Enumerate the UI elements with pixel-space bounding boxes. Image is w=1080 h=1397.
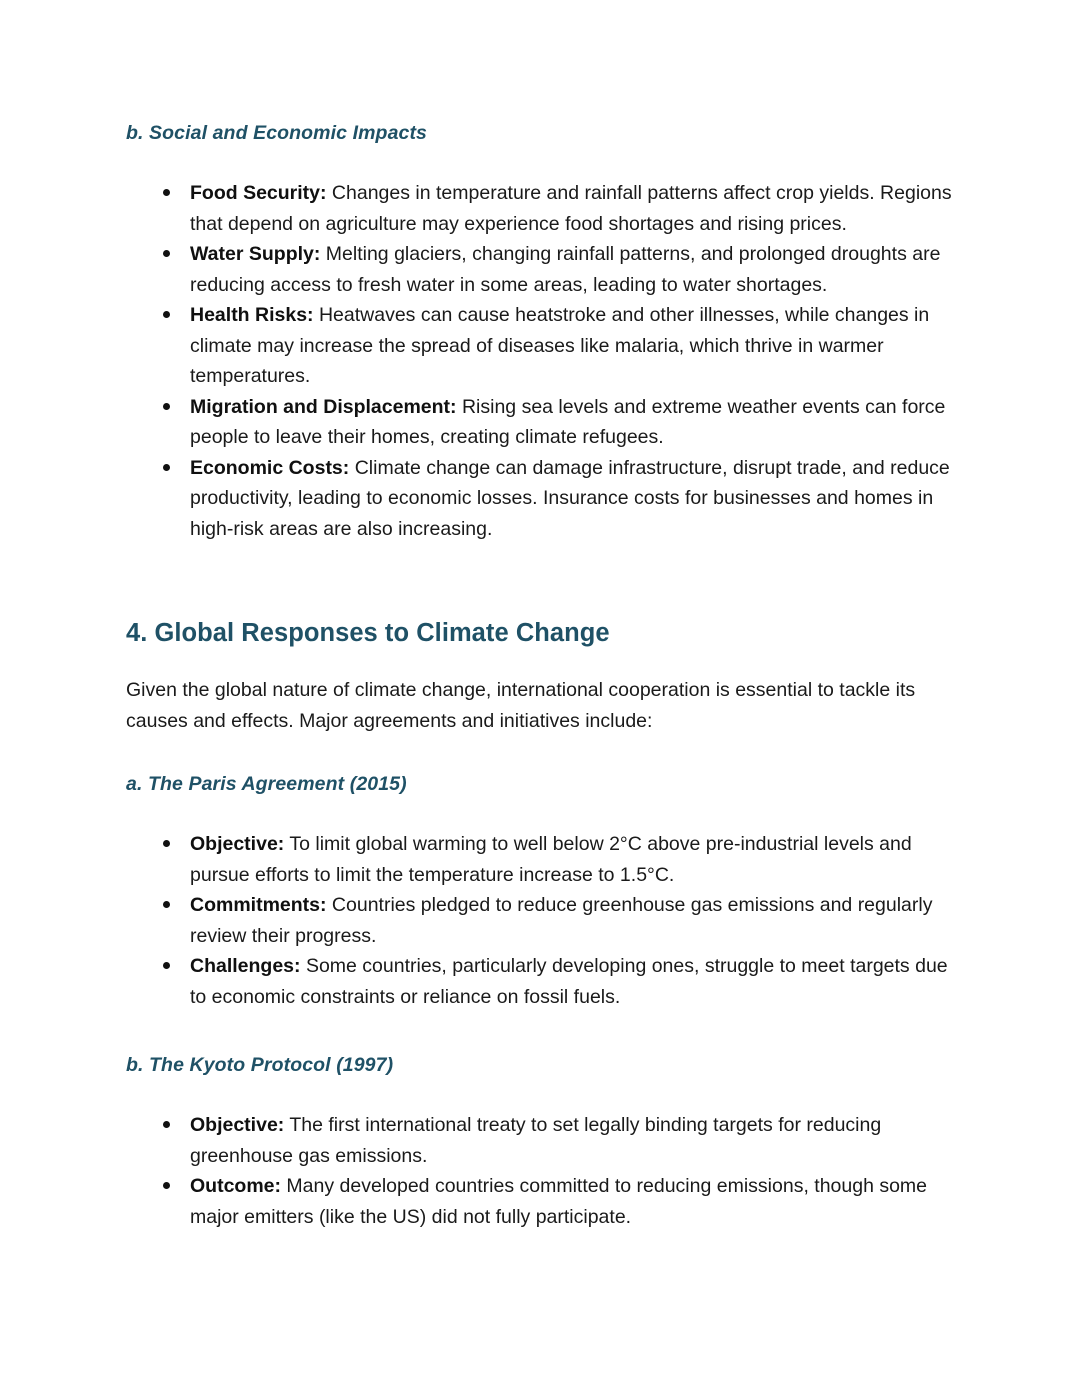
list-item-lead: Commitments:: [190, 894, 327, 916]
subheading-paris-agreement: a. The Paris Agreement (2015): [126, 773, 407, 795]
list-item: [126, 239, 964, 300]
spacer: [126, 1080, 964, 1110]
spacer: [126, 544, 964, 616]
list-item-lead: Outcome:: [190, 1175, 282, 1197]
subheading-kyoto-protocol: b. The Kyoto Protocol (1997): [126, 1054, 394, 1076]
paragraph-global-responses-intro: Given the global nature of climate change, international cooperation is essential to tackle its causes and effects. Major agreements and initiatives include:: [126, 679, 916, 732]
list-item-lead: Challenges:: [190, 955, 301, 977]
list-item-lead: Food Security:: [190, 182, 327, 204]
bullet-dot-icon: [163, 464, 170, 471]
bullet-dot-icon: [163, 311, 170, 318]
spacer: [126, 1012, 964, 1050]
bullet-dot-icon: [163, 840, 170, 847]
list-item: [126, 392, 964, 453]
spacer: [126, 650, 964, 675]
list-item-text: The first international treaty to set legally binding targets for reducing greenhouse gas emissions.: [190, 1114, 882, 1167]
bullet-dot-icon: [163, 403, 170, 410]
list-item: [126, 453, 964, 545]
list-item-text: Many developed countries committed to reducing emissions, though some major emitters (like the US) did not fully participate.: [190, 1175, 928, 1228]
list-item: [126, 178, 964, 239]
list-item: [126, 829, 964, 890]
bullet-dot-icon: [163, 1121, 170, 1128]
bullet-dot-icon: [163, 901, 170, 908]
list-item-text: Countries pledged to reduce greenhouse gas emissions and regularly review their progress.: [190, 894, 933, 947]
list-item-lead: Objective:: [190, 833, 285, 855]
bullet-dot-icon: [163, 250, 170, 257]
list-item: [126, 1171, 964, 1232]
list-item-lead: Health Risks:: [190, 304, 314, 326]
list-item-text: Rising sea levels and extreme weather events can force people to leave their homes, creating climate refugees.: [190, 395, 946, 448]
list-kyoto-protocol: [126, 1110, 964, 1232]
spacer: [126, 148, 964, 178]
list-paris-agreement: [126, 829, 964, 1012]
list-item-text: Climate change can damage infrastructure, disrupt trade, and reduce productivity, leading to economic losses. Insurance costs for businesses and homes in high-risk areas are also increasing.: [190, 456, 950, 540]
list-item-lead: Economic Costs:: [190, 456, 350, 479]
list-item-text: Melting glaciers, changing rainfall patterns, and prolonged droughts are reducing access to fresh water in some areas, leading to water shortages.: [190, 243, 941, 296]
list-item: [126, 300, 964, 392]
list-item: [126, 951, 964, 1012]
list-item-text: Some countries, particularly developing ones, struggle to meet targets due to economic constraints or reliance on fossil fuels.: [190, 955, 948, 1008]
heading-global-responses: 4. Global Responses to Climate Change: [126, 619, 610, 647]
spacer: [126, 736, 964, 769]
list-item-text: Heatwaves can cause heatstroke and other illnesses, while changes in climate may increase the spread of diseases like malaria, which thrive in warmer temperatures.: [190, 304, 930, 387]
list-item-lead: Water Supply:: [190, 243, 321, 265]
subheading-social-economic-impacts: b. Social and Economic Impacts: [126, 122, 427, 144]
list-item: [126, 890, 964, 951]
bullet-dot-icon: [163, 1182, 170, 1189]
bullet-dot-icon: [163, 962, 170, 969]
list-item-lead: Objective:: [190, 1114, 285, 1136]
spacer: [126, 799, 964, 829]
list-social-economic-impacts: [126, 178, 964, 544]
bullet-dot-icon: [163, 189, 170, 196]
document-content: [126, 118, 964, 1232]
list-item-text: Changes in temperature and rainfall patterns affect crop yields. Regions that depend on agriculture may experience food shortages and rising prices.: [190, 182, 952, 235]
list-item-lead: Migration and Displacement:: [190, 395, 457, 418]
list-item-text: To limit global warming to well below 2°C above pre-industrial levels and pursue efforts to limit the temperature increase to 1.5°C.: [190, 833, 912, 886]
list-item: [126, 1110, 964, 1171]
